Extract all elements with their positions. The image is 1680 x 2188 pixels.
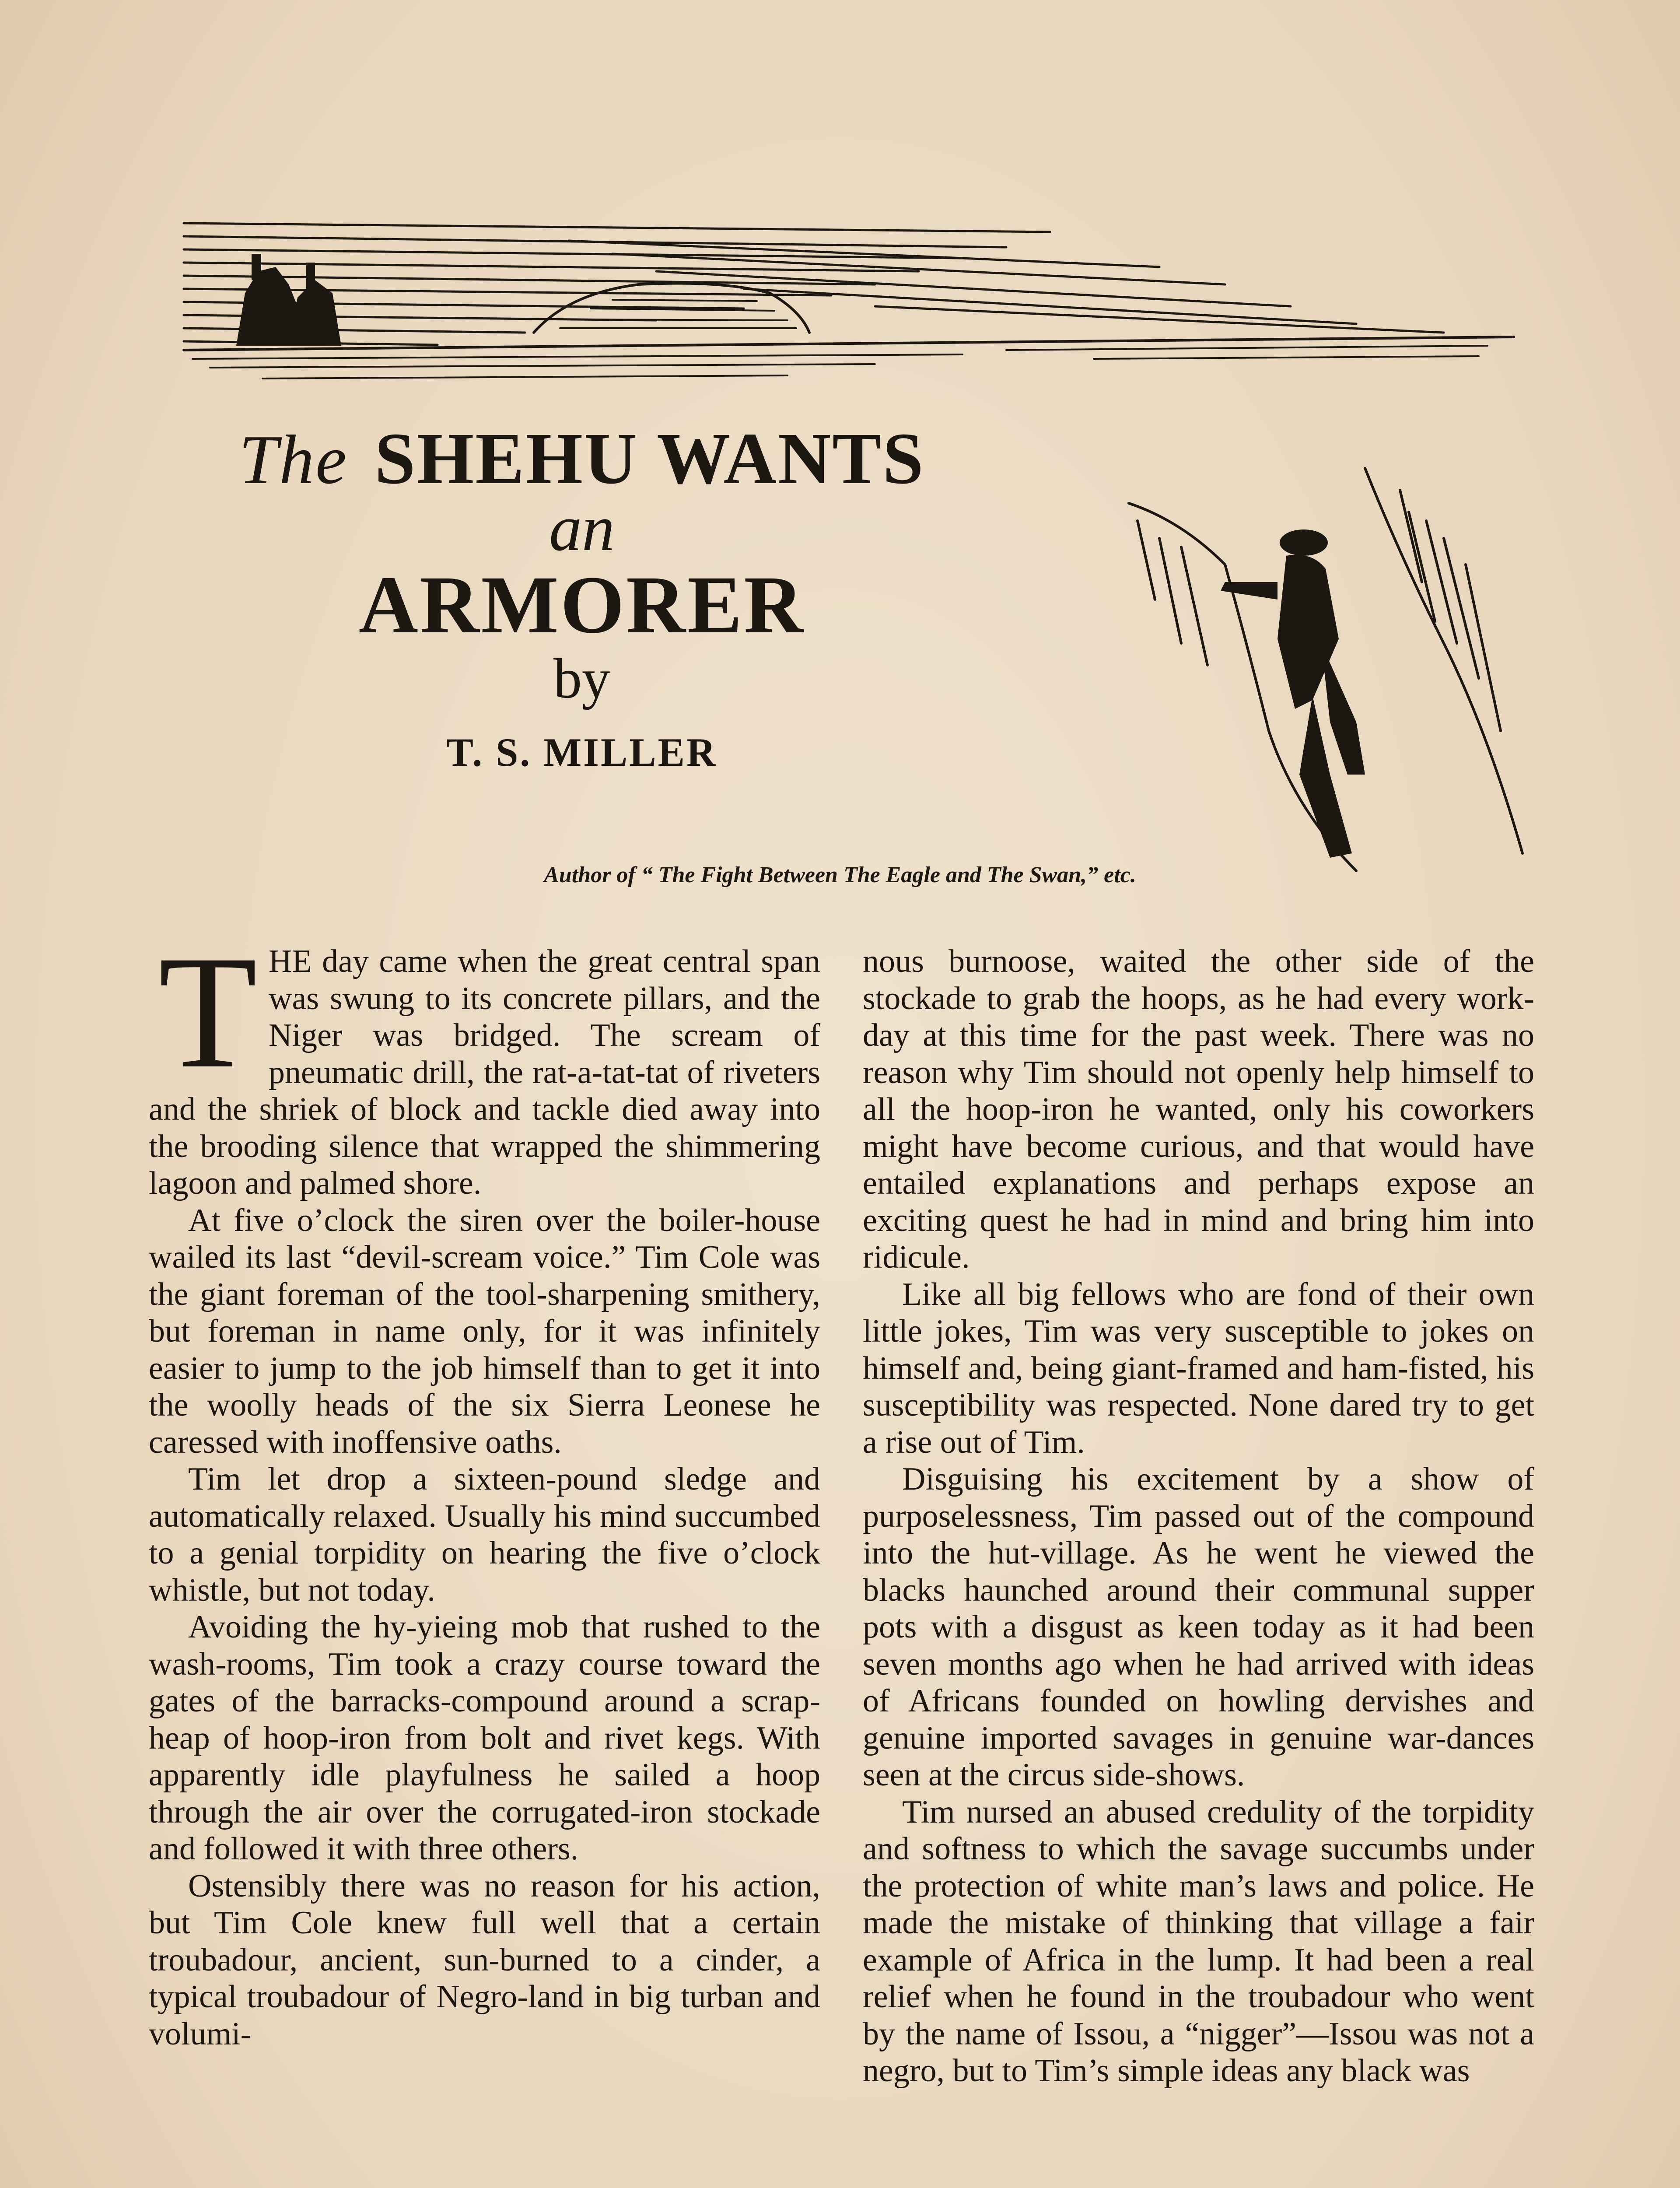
- paragraph: nous burnoose, waited the other side of the stockade to grab the hoops, as he had every work-day at this time for the past week. There was no reason why Tim should not openly help himself to all the hoop-iron he wanted, only his coworkers might have become curious, and that would have entailed explanations and perhaps expose an exciting quest he had in mind and bring him into ridicule.: [863, 943, 1534, 1275]
- title-an: an: [549, 492, 615, 565]
- riders: [236, 254, 341, 346]
- paragraph: At five o’clock the siren over the boiler-house wailed its last “devil-scream voice.” Tim Cole was the giant foreman of the tool-sharpening smithery, but foreman in name only, for it was infinitely easier to jump to the job himself than to get it into the woolly heads of the six Sierra Leonese he caressed with inoffensive oaths.: [149, 1202, 820, 1460]
- author-byline: T. S. MILLER: [446, 729, 718, 775]
- paragraph: Disguising his excitement by a show of purposelessness, Tim passed out of the compound into the hut-village. As he went he viewed the blacks haunched around their communal supper pots with a disgust as keen today as it had been seven months ago when he had arrived with ideas of Africans founded on howling dervishes and genuine imported savages in genuine war-dances seen at the circus side-shows.: [863, 1461, 1534, 1793]
- author-credit: Author of “ The Fight Between The Eagle and The Swan,” etc.: [544, 863, 1136, 887]
- paragraph: Ostensibly there was no reason for his action, but Tim Cole knew full well that a certain troubadour, ancient, sun-burned to a cinder, a typical troubadour of Negro-land in big turban and volumi-: [149, 1868, 820, 2052]
- left-column: [149, 922, 820, 2052]
- paragraph: Avoiding the hy-yieing mob that rushed to the wash-rooms, Tim took a crazy course toward the gates of the barracks-compound around a scrap-heap of hoop-iron from bolt and rivet kegs. With apparently idle playfulness he sailed a hoop through the air over the corrugated-iron stockade and followed it with three others.: [149, 1609, 820, 1867]
- title-shehu-wants: SHEHU WANTS: [374, 418, 925, 499]
- title-by: by: [553, 647, 610, 710]
- paragraph: Like all big fellows who are fond of their own little jokes, Tim was very susceptible to jokes on himself and, being giant-framed and ham-fisted, his susceptibility was respected. None dared try to get a rise out of Tim.: [863, 1276, 1534, 1460]
- climbing-man: [1221, 529, 1365, 858]
- paragraph: Tim nursed an abused credulity of the torpidity and softness to which the savage succumbs under the protection of white man’s laws and police. He made the mistake of thinking that village a fair example of Africa in the lump. It had been a real relief when he found in the troubadour who went by the name of Issou, a “nigger”—Issou was not a negro, but to Tim’s simple ideas any black was: [863, 1794, 1534, 2089]
- title-armorer: ARMORER: [358, 558, 805, 650]
- paragraph: HE day came when the great central span was swung to its concrete pillars, and the Niger was bridged. The scream of pneumatic drill, the rat-a-tat-tat of riveters and the shriek of block and tackle died away into the brooding silence that wrapped the shimmering lagoon and palmed shore.: [149, 943, 820, 1201]
- right-column: [863, 943, 1534, 2090]
- title-block: [144, 420, 1019, 775]
- title-main-line: [144, 420, 1019, 497]
- drop-cap: T: [158, 922, 258, 1102]
- sky-hatching: [184, 223, 1444, 345]
- title-the: The: [239, 421, 348, 498]
- paragraph: Tim let drop a sixteen-pound sledge and automatically relaxed. Usually his mind succumbed to a genial torpidity on hearing the five o’clock whistle, but not today.: [149, 1461, 820, 1608]
